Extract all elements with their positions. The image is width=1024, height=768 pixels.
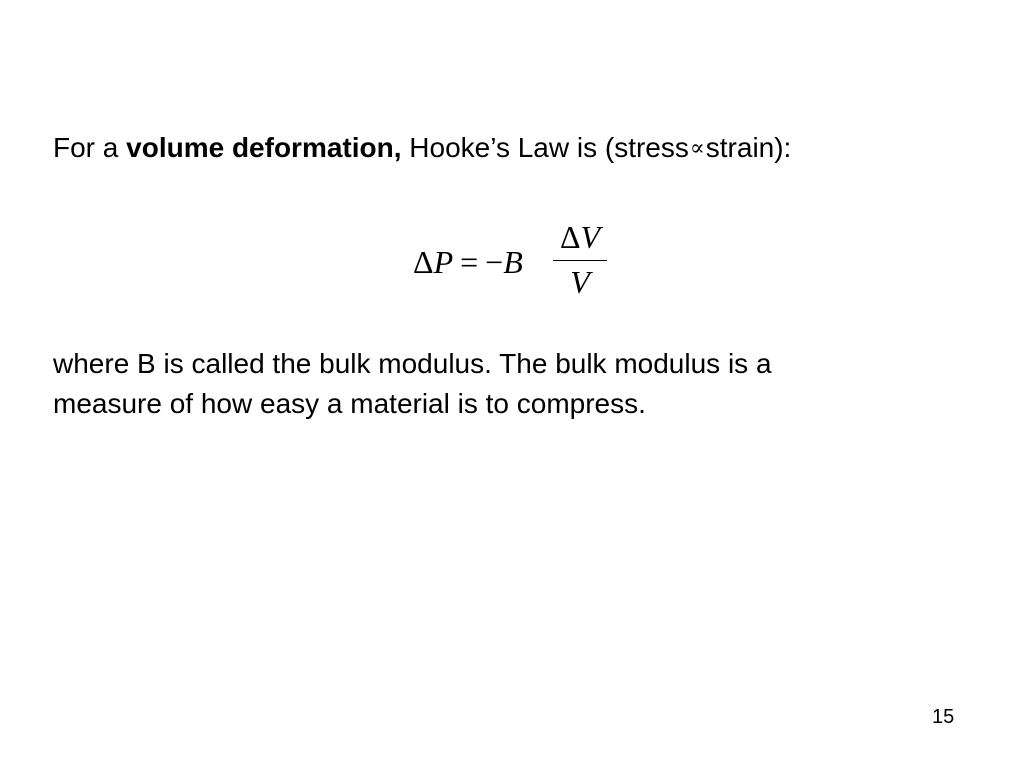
equation-equals: = [460, 244, 479, 280]
intro-prefix: For a [53, 132, 127, 163]
fraction-denominator: V [570, 264, 590, 300]
equation-pressure-var: P [433, 244, 454, 280]
intro-sentence [53, 131, 791, 168]
bulk-modulus-equation [413, 218, 613, 308]
intro-middle: Hooke’s Law is (stress [401, 132, 689, 163]
equation-delta: Δ [413, 244, 434, 280]
explanation-line-2: measure of how easy a material is to compress. [53, 388, 646, 419]
explanation-paragraph [53, 344, 983, 424]
fraction-bar [553, 260, 607, 261]
numerator-delta: Δ [559, 219, 581, 255]
equation-fraction [553, 218, 607, 301]
explanation-line-1: where B is called the bulk modulus. The bulk modulus is a [53, 348, 772, 379]
equation-lhs [413, 244, 523, 281]
proportional-symbol: ∝ [689, 136, 705, 161]
intro-bold-term: volume deformation, [126, 132, 402, 163]
numerator-volume-var: V [580, 219, 601, 255]
intro-suffix: strain): [705, 132, 792, 163]
fraction-numerator [553, 218, 607, 256]
equation-minus: − [485, 244, 504, 280]
page-number: 15 [932, 706, 955, 728]
equation-bulk-modulus-var: B [503, 244, 523, 280]
